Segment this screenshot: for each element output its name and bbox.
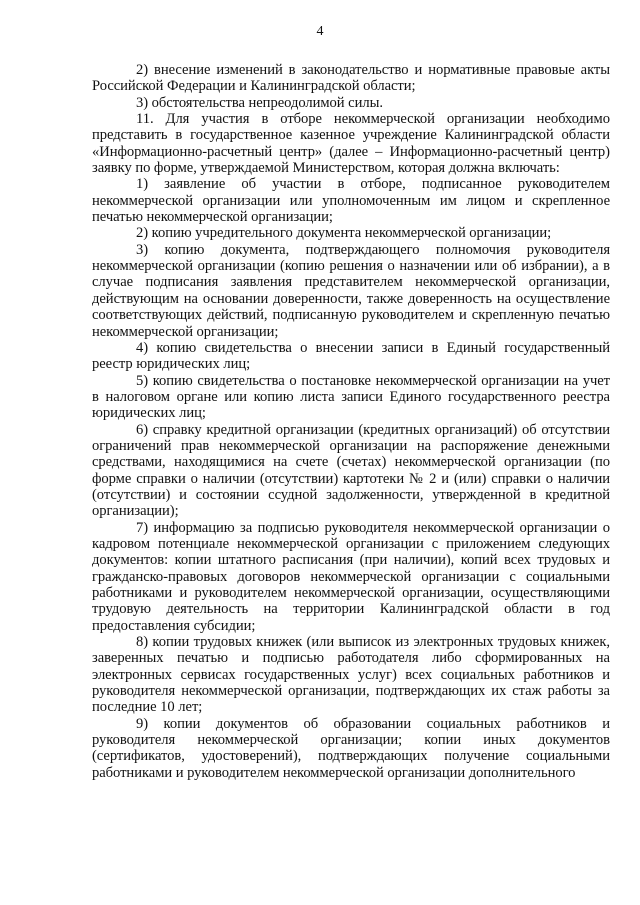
page-number: 4	[316, 24, 324, 39]
paragraph-clause-11: 11. Для участия в отборе некоммерческой организации необходимо представить в государственное казенное учреждение Калининградской области «Информационно-расчетный центр» (далее – Информационно-расчетный центр) заявку по форме, утверждаемой Министерством, которая должна включать:	[92, 111, 610, 177]
paragraph-item-8-work-records: 8) копии трудовых книжек (или выписок из электронных трудовых книжек, заверенных печатью и подписью работодателя либо сформированных на электронных сервисах государственных услуг) всех социальных работников и руководителя некоммерческой организации, подтверждающих их стаж работы за последние 10 лет;	[92, 634, 610, 716]
paragraph-item-3-authority-document: 3) копию документа, подтверждающего полномочия руководителя некоммерческой организации (копию решения о назначении или об избрании), а в случае подписания заявления представителем некоммерческой организации, действующим на основании доверенности, также доверенность на осуществление соответствующих действий, подписанную руководителем и скрепленную печатью некоммерческой организации;	[92, 241, 610, 340]
paragraph-item-5-tax-registration: 5) копию свидетельства о постановке некоммерческой организации на учет в налоговом органе или копию листа записи Единого государственного реестра юридических лиц;	[92, 372, 610, 422]
paragraph-item-4-registry-certificate: 4) копию свидетельства о внесении записи в Единый государственный реестр юридических лиц;	[92, 339, 610, 373]
paragraph-item-3-force-majeure: 3) обстоятельства непреодолимой силы.	[136, 94, 383, 111]
paragraph-item-7-staff-information: 7) информацию за подписью руководителя некоммерческой организации о кадровом потенциале некоммерческой организации с приложением следующих документов: копии штатного расписания (при наличии), копий всех трудовых и гражданско-правовых договоров некоммерческой организации с социальными работниками и руководителем некоммерческой организации, осуществляющими трудовую деятельность на территории Калининградской области в год предоставления субсидии;	[92, 519, 610, 634]
paragraph-item-1-application: 1) заявление об участии в отборе, подписанное руководителем некоммерческой организации или уполномоченным им лицом и скрепленное печатью некоммерческой организации;	[92, 176, 610, 226]
paragraph-item-2-charter-copy: 2) копию учредительного документа некоммерческой организации;	[136, 225, 552, 242]
document-body	[92, 62, 610, 781]
paragraph-item-9-education-documents: 9) копии документов об образовании социальных работников и руководителя некоммерческой организации; копии иных документов (сертификатов, удостоверений), подтверждающих получение социальными работниками и руководителем некоммерческой организации дополнительного	[92, 715, 610, 781]
paragraph-item-6-bank-certificate: 6) справку кредитной организации (кредитных организаций) об отсутствии ограничений прав некоммерческой организации на распоряжение денежными средствами, находящимися на счете (счетах) некоммерческой организации (по форме справки о наличии (отсутствии) картотеки № 2 и (или) справки о наличии (отсутствии) и состоянии ссудной задолженности, утвержденной в кредитной организации);	[92, 421, 610, 520]
paragraph-item-2-legislation-changes: 2) внесение изменений в законодательство и нормативные правовые акты Российской Федерации и Калининградской области;	[92, 62, 610, 95]
